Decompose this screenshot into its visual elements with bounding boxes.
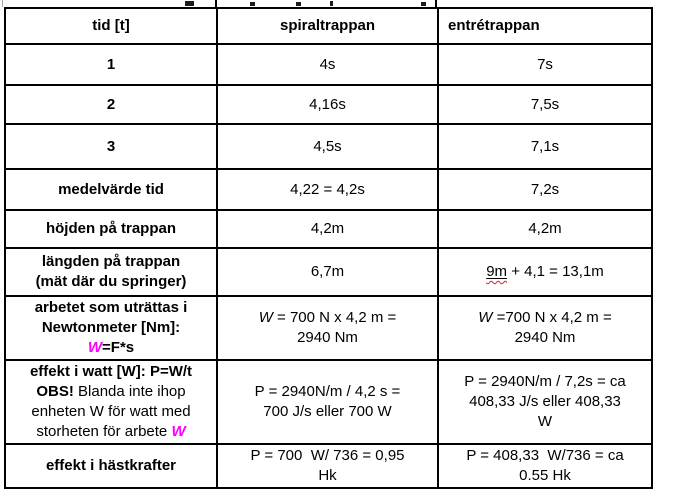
- row-label: [5, 296, 217, 360]
- clipped-text-descender: [296, 2, 301, 6]
- row-label: [5, 360, 217, 444]
- spiral-value: [217, 296, 438, 360]
- entre-value: 7,2s: [438, 169, 652, 210]
- spiral-value: 4s: [217, 44, 438, 85]
- formula-line: 2940 Nm: [514, 329, 576, 346]
- formula-rest: =700 N x 4,2 m =: [492, 309, 612, 326]
- header-spiraltrappan: spiraltrappan: [217, 8, 438, 44]
- clipped-column-border: [215, 0, 217, 7]
- entre-value: [438, 360, 652, 444]
- work-symbol-W: W: [258, 309, 273, 326]
- spiral-value: 4,16s: [217, 85, 438, 124]
- formula-line: P = 700 W/ 736 = 0,95: [250, 447, 405, 464]
- spiral-value: 4,2m: [217, 210, 438, 248]
- misspelled-word-underline: [486, 263, 507, 280]
- formula-rest: = 700 N x 4,2 m =: [272, 309, 397, 326]
- label-line: [12, 422, 210, 442]
- table-row: [5, 169, 652, 210]
- entre-value: [438, 296, 652, 360]
- table-row: [5, 8, 652, 44]
- clipped-text-descender: [185, 1, 194, 6]
- row-label: effekt i hästkrafter: [5, 444, 217, 488]
- obs-warning: OBS!: [36, 383, 74, 400]
- work-symbol-W: W: [478, 309, 493, 326]
- row-label: medelvärde tid: [5, 169, 217, 210]
- row-label: [5, 248, 217, 296]
- clipped-left-border: [2, 0, 3, 7]
- label-line: effekt i watt [W]: P=W/t: [29, 363, 193, 380]
- formula-line: 0.55 Hk: [519, 467, 571, 484]
- header-tid: tid [t]: [5, 8, 217, 44]
- formula-line: [224, 308, 431, 328]
- label-text: Blanda inte ihop: [73, 383, 186, 400]
- spiral-value: 4,5s: [217, 124, 438, 169]
- label-line: arbetet som uträttas i: [34, 299, 188, 316]
- clipped-text-descender: [421, 2, 426, 6]
- entre-value: 7s: [438, 44, 652, 85]
- entre-value: 7,1s: [438, 124, 652, 169]
- table-row: [5, 296, 652, 360]
- formula-line: 700 J/s eller 700 W: [263, 403, 392, 420]
- formula-line: W: [537, 413, 553, 430]
- table-row: [5, 85, 652, 124]
- formula-line: P = 408,33 W/736 = ca: [466, 447, 624, 464]
- formula-line: 408,33 J/s eller 408,33: [469, 393, 621, 410]
- clipped-text-descender: [330, 1, 333, 6]
- clipped-text-descender: [250, 2, 255, 6]
- spiral-value: 6,7m: [217, 248, 438, 296]
- label-formula: [12, 338, 210, 358]
- label-text: storheten för arbete: [36, 423, 172, 440]
- clipped-column-border: [435, 0, 437, 7]
- label-line: (mät där du springer): [35, 273, 187, 290]
- formula-line: [445, 308, 645, 328]
- table-row: [5, 360, 652, 444]
- label-line: enheten W för watt med: [31, 403, 191, 420]
- label-line: [12, 382, 210, 402]
- row-label: 3: [5, 124, 217, 169]
- table-row: [5, 248, 652, 296]
- header-entretrappan: entrétrappan: [438, 8, 652, 44]
- spellcheck-squiggle: 9m: [486, 263, 508, 280]
- table-row: [5, 210, 652, 248]
- spiral-value: [217, 360, 438, 444]
- row-label: 2: [5, 85, 217, 124]
- label-line: Newtonmeter [Nm]:: [41, 319, 181, 336]
- formula-line: 2940 Nm: [297, 329, 358, 346]
- entre-value: [438, 248, 652, 296]
- table-row: [5, 44, 652, 85]
- results-table: [4, 7, 653, 489]
- table-row: [5, 444, 652, 488]
- spiral-value: [217, 444, 438, 488]
- entre-value: 7,5s: [438, 85, 652, 124]
- entre-value-rest: + 4,1 = 13,1m: [507, 263, 604, 280]
- formula-line: P = 2940N/m / 4,2 s =: [254, 383, 401, 400]
- work-symbol-W: W: [171, 423, 186, 440]
- row-label: 1: [5, 44, 217, 85]
- formula-line: Hk: [318, 467, 337, 484]
- spiral-value: 4,22 = 4,2s: [217, 169, 438, 210]
- work-symbol-W: W: [87, 339, 103, 356]
- formula-rest: =F*s: [102, 339, 135, 356]
- entre-value: [438, 444, 652, 488]
- table-row: [5, 124, 652, 169]
- formula-line: P = 2940N/m / 7,2s = ca: [464, 373, 626, 390]
- row-label: höjden på trappan: [5, 210, 217, 248]
- clipped-row-above: [0, 0, 677, 7]
- entre-value: 4,2m: [438, 210, 652, 248]
- label-line: längden på trappan: [41, 253, 181, 270]
